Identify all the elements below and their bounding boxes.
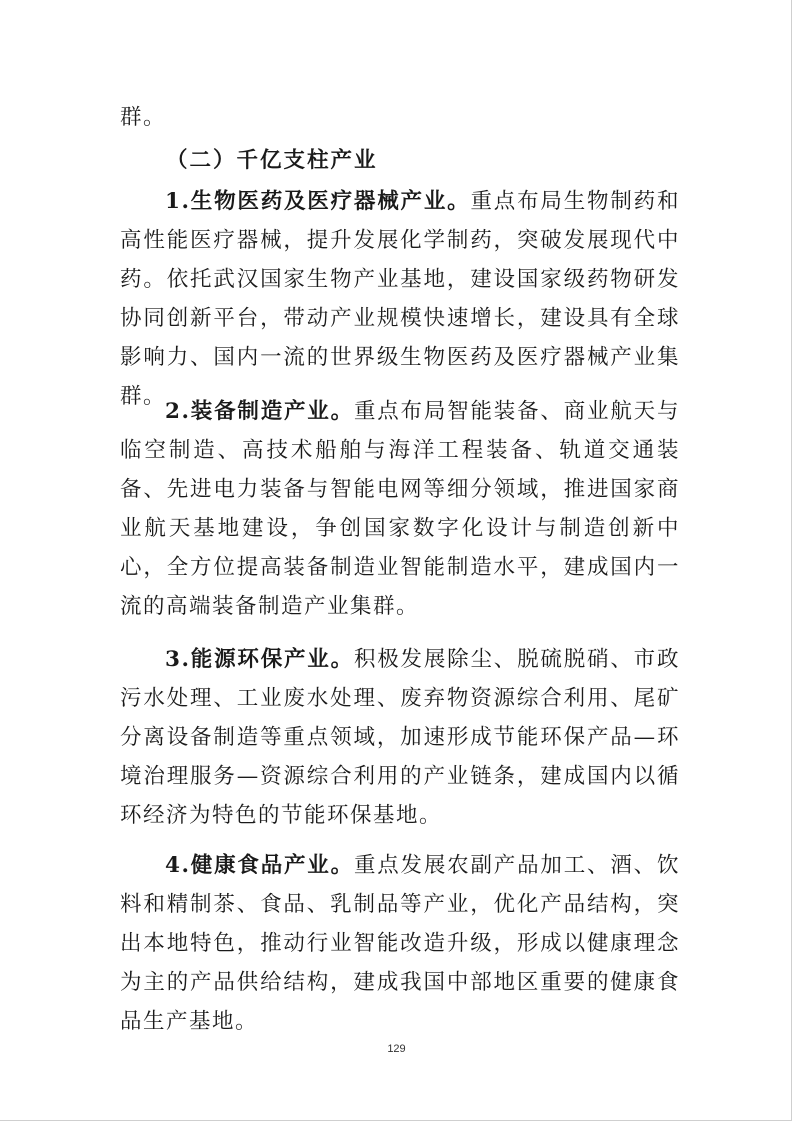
- paragraph-lead: 2.装备制造产业。: [165, 399, 354, 424]
- paragraph-biomedicine: [120, 182, 680, 416]
- continuation-text: 群。: [120, 105, 167, 130]
- paragraph-body: 积极发展除尘、脱硫脱硝、市政污水处理、工业废水处理、废弃物资源综合利用、尾矿分离设备制造等重点领域，加速形成节能环保产品—环境治理服务—资源综合利用的产业链条，建成国内以循环经济为特色的节能环保基地。: [120, 647, 680, 828]
- paragraph-body: 重点发展农副产品加工、酒、饮料和精制茶、食品、乳制品等产业，优化产品结构，突出本地特色，推动行业智能改造升级，形成以健康理念为主的产品供给结构，建成我国中部地区重要的健康食品生产基地。: [120, 853, 680, 1034]
- paragraph-lead: 3.能源环保产业。: [165, 647, 354, 672]
- paragraph-body: 重点布局生物制药和高性能医疗器械，提升发展化学制药，突破发展现代中药。依托武汉国家生物产业基地，建设国家级药物研发协同创新平台，带动产业规模快速增长，建设具有全球影响力、国内一流的世界级生物医药及医疗器械产业集群。: [120, 189, 680, 409]
- section-heading: （二）千亿支柱产业: [166, 148, 378, 173]
- page-number: 129: [387, 1043, 406, 1055]
- paragraph-lead: 4.健康食品产业。: [165, 853, 354, 878]
- paragraph-energy: [120, 640, 680, 835]
- paragraph-equipment: [120, 392, 680, 626]
- paragraph-food: [120, 846, 680, 1041]
- paragraph-lead: 1.生物医药及医疗器械产业。: [165, 189, 471, 214]
- paragraph-body: 重点布局智能装备、商业航天与临空制造、高技术船舶与海洋工程装备、轨道交通装备、先进电力装备与智能电网等细分领域，推进国家商业航天基地建设，争创国家数字化设计与制造创新中心，全方位提高装备制造业智能制造水平，建成国内一流的高端装备制造产业集群。: [120, 399, 680, 619]
